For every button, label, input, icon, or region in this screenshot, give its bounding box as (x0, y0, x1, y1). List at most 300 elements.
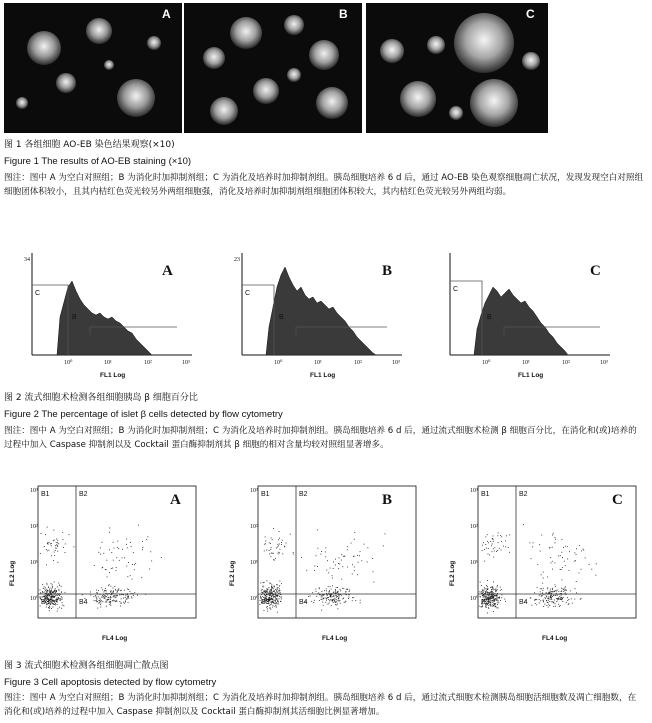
scatter-dot (54, 602, 55, 603)
scatter-dot (59, 600, 60, 601)
scatter-dot (130, 542, 131, 543)
scatter-dot (581, 569, 582, 570)
scatter-dot (134, 569, 135, 570)
scatter-dot (557, 600, 558, 601)
scatter-dot (58, 599, 59, 600)
scatter-dot (275, 595, 276, 596)
scatter-dot (331, 593, 332, 594)
scatter-dot (485, 588, 486, 589)
scatter-dot (552, 535, 553, 536)
scatter-dot (271, 547, 272, 548)
scatter-dot (48, 550, 49, 551)
scatter-dot (272, 539, 273, 540)
scatter-dot (505, 541, 506, 542)
scatter-dot (485, 537, 486, 538)
fig3-c-ytick-3: 10⁰ (470, 596, 479, 602)
scatter-dot (322, 596, 323, 597)
fig2-note: 图注：图中 A 为空白对照组；B 为消化时加抑制剂组；C 为消化及培养时加抑制剂组。胰岛细胞培养 6 d 后，通过流式细胞术检测 β 细胞百分比，在消化和(或)培养的过程中加入 Caspase 抑制剂以及 Cocktail 蛋白酶抑制剂其 β 细胞的相对含量均较对照组显著增多。 (4, 426, 637, 450)
scatter-dot (480, 596, 481, 597)
scatter-dot (53, 560, 54, 561)
scatter-dot (108, 593, 109, 594)
scatter-dot (53, 593, 54, 594)
scatter-dot (484, 587, 485, 588)
scatter-dot (131, 597, 132, 598)
scatter-dot (331, 593, 332, 594)
scatter-dot (341, 579, 342, 580)
scatter-dot (47, 590, 48, 591)
scatter-dot (355, 600, 356, 601)
scatter-dot (317, 566, 318, 567)
scatter-dot (279, 552, 280, 553)
scatter-dot (265, 541, 266, 542)
scatter-dot (315, 589, 316, 590)
scatter-dot (490, 603, 491, 604)
scatter-dot (263, 582, 264, 583)
scatter-dot (487, 580, 488, 581)
scatter-dot (385, 533, 386, 534)
scatter-dot (52, 586, 53, 587)
fig3-a-ytick-2: 10¹ (30, 560, 38, 566)
scatter-dot (100, 547, 101, 548)
scatter-dot (49, 610, 50, 611)
scatter-dot (562, 557, 563, 558)
scatter-dot (113, 596, 114, 597)
scatter-dot (331, 605, 332, 606)
scatter-dot (273, 605, 274, 606)
scatter-dot (487, 534, 488, 535)
scatter-dot (51, 596, 52, 597)
scatter-dot (45, 587, 46, 588)
scatter-dot (572, 603, 573, 604)
scatter-dot (50, 543, 51, 544)
scatter-dot (90, 592, 91, 593)
fig3-b-q2: B2 (299, 491, 308, 498)
scatter-dot (101, 597, 102, 598)
scatter-dot (269, 592, 270, 593)
scatter-dot (499, 597, 500, 598)
scatter-dot (322, 591, 323, 592)
scatter-dot (41, 533, 42, 534)
scatter-dot (554, 562, 555, 563)
scatter-dot (555, 539, 556, 540)
scatter-dot (579, 573, 580, 574)
fig2-b-gate-c-label: C (245, 290, 251, 297)
scatter-dot (270, 594, 271, 595)
scatter-dot (46, 595, 47, 596)
scatter-dot (275, 600, 276, 601)
scatter-dot (100, 607, 101, 608)
scatter-dot (494, 599, 495, 600)
scatter-dot (135, 563, 136, 564)
scatter-dot (269, 587, 270, 588)
scatter-dot (481, 585, 482, 586)
scatter-dot (54, 604, 55, 605)
scatter-dot (267, 580, 268, 581)
scatter-dot (556, 594, 557, 595)
scatter-dot (568, 603, 569, 604)
scatter-dot (106, 601, 107, 602)
fig3-panel-b (222, 478, 427, 650)
scatter-dot (264, 590, 265, 591)
scatter-dot (269, 594, 270, 595)
scatter-dot (551, 563, 552, 564)
scatter-dot (543, 606, 544, 607)
scatter-dot (40, 590, 41, 591)
scatter-dot (332, 599, 333, 600)
scatter-dot (105, 588, 106, 589)
scatter-dot (65, 592, 66, 593)
scatter-dot (271, 553, 272, 554)
scatter-dot (540, 591, 541, 592)
fig1-panel-b-image (184, 3, 362, 133)
scatter-dot (100, 594, 101, 595)
scatter-dot (337, 594, 338, 595)
scatter-dot (271, 586, 272, 587)
scatter-dot (333, 592, 334, 593)
scatter-dot (343, 598, 344, 599)
scatter-dot (117, 592, 118, 593)
scatter-dot (343, 594, 344, 595)
scatter-dot (319, 600, 320, 601)
scatter-dot (498, 533, 499, 534)
scatter-dot (270, 593, 271, 594)
scatter-dot (555, 590, 556, 591)
scatter-dot (561, 539, 562, 540)
scatter-dot (124, 557, 125, 558)
scatter-dot (281, 544, 282, 545)
scatter-dot (551, 591, 552, 592)
fig2-a-gate-b-label: B (72, 314, 77, 321)
scatter-dot (539, 599, 540, 600)
scatter-dot (580, 599, 581, 600)
scatter-dot (325, 598, 326, 599)
scatter-dot (585, 557, 586, 558)
scatter-dot (589, 564, 590, 565)
scatter-dot (45, 595, 46, 596)
scatter-dot (326, 593, 327, 594)
scatter-dot (328, 604, 329, 605)
fig3-panel-b-plot (222, 478, 427, 650)
scatter-dot (126, 594, 127, 595)
scatter-dot (263, 597, 264, 598)
scatter-dot (553, 533, 554, 534)
scatter-dot (367, 562, 368, 563)
scatter-dot (497, 602, 498, 603)
scatter-dot (293, 552, 294, 553)
scatter-dot (495, 606, 496, 607)
scatter-dot (127, 598, 128, 599)
scatter-dot (117, 547, 118, 548)
scatter-dot (145, 594, 146, 595)
scatter-dot (552, 591, 553, 592)
scatter-dot (286, 543, 287, 544)
scatter-dot (495, 591, 496, 592)
scatter-dot (279, 544, 280, 545)
scatter-dot (574, 552, 575, 553)
scatter-dot (269, 608, 270, 609)
scatter-dot (271, 589, 272, 590)
scatter-dot (558, 598, 559, 599)
scatter-dot (333, 568, 334, 569)
scatter-dot (334, 596, 335, 597)
scatter-dot (494, 600, 495, 601)
scatter-dot (483, 542, 484, 543)
scatter-dot (116, 557, 117, 558)
scatter-dot (45, 534, 46, 535)
scatter-dot (44, 596, 45, 597)
fig3-a-ytick-0: 10³ (30, 488, 38, 494)
scatter-dot (325, 602, 326, 603)
scatter-dot (97, 608, 98, 609)
scatter-dot (321, 599, 322, 600)
fig2-a-xlabel: FL1 Log (100, 372, 126, 379)
scatter-dot (93, 596, 94, 597)
scatter-dot (494, 547, 495, 548)
fig3-b-ytick-3: 10⁰ (250, 596, 259, 602)
fig2-panel-a (22, 247, 212, 387)
scatter-dot (49, 542, 50, 543)
scatter-dot (50, 599, 51, 600)
fig2-c-gate-b-label: B (487, 314, 492, 321)
scatter-dot (328, 593, 329, 594)
fig2-b-tick-2: 10² (354, 360, 362, 366)
fig2-panel-b-plot (232, 247, 422, 387)
scatter-dot (559, 596, 560, 597)
scatter-dot (570, 590, 571, 591)
scatter-dot (52, 598, 53, 599)
scatter-dot (493, 541, 494, 542)
scatter-dot (558, 591, 559, 592)
scatter-dot (57, 595, 58, 596)
scatter-dot (490, 602, 491, 603)
scatter-dot (129, 591, 130, 592)
scatter-dot (354, 556, 355, 557)
fig3-c-dots (479, 524, 596, 613)
scatter-dot (352, 564, 353, 565)
scatter-dot (373, 582, 374, 583)
scatter-dot (336, 593, 337, 594)
scatter-dot (48, 587, 49, 588)
scatter-dot (281, 597, 282, 598)
scatter-dot (274, 600, 275, 601)
scatter-dot (55, 588, 56, 589)
scatter-dot (549, 605, 550, 606)
scatter-dot (278, 603, 279, 604)
scatter-dot (51, 545, 52, 546)
scatter-dot (57, 598, 58, 599)
scatter-dot (550, 547, 551, 548)
scatter-dot (107, 576, 108, 577)
scatter-dot (344, 602, 345, 603)
scatter-dot (563, 591, 564, 592)
scatter-dot (330, 596, 331, 597)
scatter-dot (273, 596, 274, 597)
scatter-dot (149, 569, 150, 570)
scatter-dot (277, 547, 278, 548)
scatter-dot (276, 548, 277, 549)
scatter-dot (534, 600, 535, 601)
scatter-dot (560, 599, 561, 600)
scatter-dot (113, 588, 114, 589)
scatter-dot (275, 606, 276, 607)
fig1-panel-a-micrograph (4, 3, 182, 133)
fig3-b-ytick-1: 10² (250, 524, 258, 530)
scatter-dot (59, 607, 60, 608)
scatter-dot (482, 606, 483, 607)
scatter-dot (109, 572, 110, 573)
scatter-dot (276, 599, 277, 600)
fig3-a-q2: B2 (79, 491, 88, 498)
scatter-dot (126, 599, 127, 600)
scatter-dot (100, 601, 101, 602)
scatter-dot (264, 591, 265, 592)
scatter-dot (571, 598, 572, 599)
scatter-dot (562, 579, 563, 580)
fig3-caption-cn: 图 3 流式细胞术检测各组细胞凋亡散点图 (4, 661, 169, 671)
scatter-dot (119, 595, 120, 596)
fig3-a-q4: B4 (79, 599, 88, 606)
scatter-dot (40, 553, 41, 554)
scatter-dot (271, 538, 272, 539)
scatter-dot (498, 542, 499, 543)
scatter-dot (330, 568, 331, 569)
scatter-dot (493, 603, 494, 604)
scatter-dot (103, 592, 104, 593)
scatter-dot (265, 595, 266, 596)
scatter-dot (543, 588, 544, 589)
fig2-b-letter: B (382, 263, 393, 279)
scatter-dot (277, 612, 278, 613)
scatter-dot (273, 599, 274, 600)
scatter-dot (483, 597, 484, 598)
scatter-dot (548, 597, 549, 598)
scatter-dot (352, 597, 353, 598)
scatter-dot (559, 606, 560, 607)
scatter-dot (133, 595, 134, 596)
scatter-dot (558, 599, 559, 600)
scatter-dot (102, 595, 103, 596)
scatter-dot (333, 592, 334, 593)
scatter-dot (548, 592, 549, 593)
scatter-dot (536, 604, 537, 605)
scatter-dot (340, 589, 341, 590)
scatter-dot (552, 589, 553, 590)
scatter-dot (481, 592, 482, 593)
scatter-dot (486, 585, 487, 586)
scatter-dot (495, 603, 496, 604)
scatter-dot (347, 549, 348, 550)
scatter-dot (264, 582, 265, 583)
fig3-b-letter: B (382, 492, 393, 508)
fig2-b-gate-b-label: B (279, 314, 284, 321)
scatter-dot (357, 574, 358, 575)
scatter-dot (57, 542, 58, 543)
scatter-dot (325, 552, 326, 553)
scatter-dot (290, 534, 291, 535)
scatter-dot (349, 590, 350, 591)
scatter-dot (343, 556, 344, 557)
scatter-dot (47, 593, 48, 594)
scatter-dot (326, 594, 327, 595)
scatter-dot (557, 595, 558, 596)
scatter-dot (540, 594, 541, 595)
scatter-dot (54, 540, 55, 541)
scatter-dot (150, 551, 151, 552)
scatter-dot (322, 599, 323, 600)
scatter-dot (100, 604, 101, 605)
scatter-dot (278, 601, 279, 602)
scatter-dot (109, 602, 110, 603)
scatter-dot (277, 544, 278, 545)
scatter-dot (509, 535, 510, 536)
scatter-dot (495, 604, 496, 605)
scatter-dot (560, 598, 561, 599)
scatter-dot (56, 594, 57, 595)
scatter-dot (107, 599, 108, 600)
scatter-dot (556, 601, 557, 602)
scatter-dot (278, 595, 279, 596)
scatter-dot (273, 588, 274, 589)
scatter-dot (94, 600, 95, 601)
scatter-dot (61, 608, 62, 609)
scatter-dot (485, 544, 486, 545)
fig1-panel-c-letter: C (526, 7, 535, 21)
scatter-dot (82, 595, 83, 596)
scatter-dot (132, 564, 133, 565)
scatter-dot (561, 597, 562, 598)
scatter-dot (146, 539, 147, 540)
scatter-dot (579, 545, 580, 546)
scatter-dot (335, 604, 336, 605)
scatter-dot (487, 613, 488, 614)
fig2-a-tick-3: 10³ (182, 360, 190, 366)
scatter-dot (275, 596, 276, 597)
scatter-dot (483, 595, 484, 596)
scatter-dot (42, 584, 43, 585)
scatter-dot (281, 542, 282, 543)
scatter-dot (540, 600, 541, 601)
scatter-dot (270, 556, 271, 557)
scatter-dot (493, 582, 494, 583)
scatter-dot (484, 593, 485, 594)
scatter-dot (102, 589, 103, 590)
scatter-dot (116, 597, 117, 598)
scatter-dot (497, 589, 498, 590)
scatter-dot (494, 551, 495, 552)
scatter-dot (498, 602, 499, 603)
scatter-dot (482, 545, 483, 546)
scatter-dot (335, 598, 336, 599)
scatter-dot (349, 595, 350, 596)
scatter-dot (57, 608, 58, 609)
scatter-dot (276, 592, 277, 593)
scatter-dot (491, 594, 492, 595)
scatter-dot (53, 592, 54, 593)
scatter-dot (493, 595, 494, 596)
scatter-dot (125, 602, 126, 603)
scatter-dot (90, 595, 91, 596)
scatter-dot (335, 602, 336, 603)
scatter-dot (336, 597, 337, 598)
fig1-panel-a-image (4, 3, 182, 133)
scatter-dot (57, 587, 58, 588)
scatter-dot (264, 594, 265, 595)
scatter-dot (348, 598, 349, 599)
scatter-dot (50, 591, 51, 592)
scatter-dot (316, 596, 317, 597)
fig1-note: 图注：图中 A 为空白对照组；B 为消化时加抑制剂组；C 为消化及培养时加抑制剂组。胰岛细胞培养 6 d 后，通过 AO-EB 染色观察细胞凋亡状况，发现发现空白对照组细胞团体积较小，且其内桔红色荧光较另外两组细胞强，消化及培养时加抑制剂组细胞团体积较大，其内桔红色荧光较另外两组均弱。 (4, 173, 644, 197)
scatter-dot (274, 586, 275, 587)
